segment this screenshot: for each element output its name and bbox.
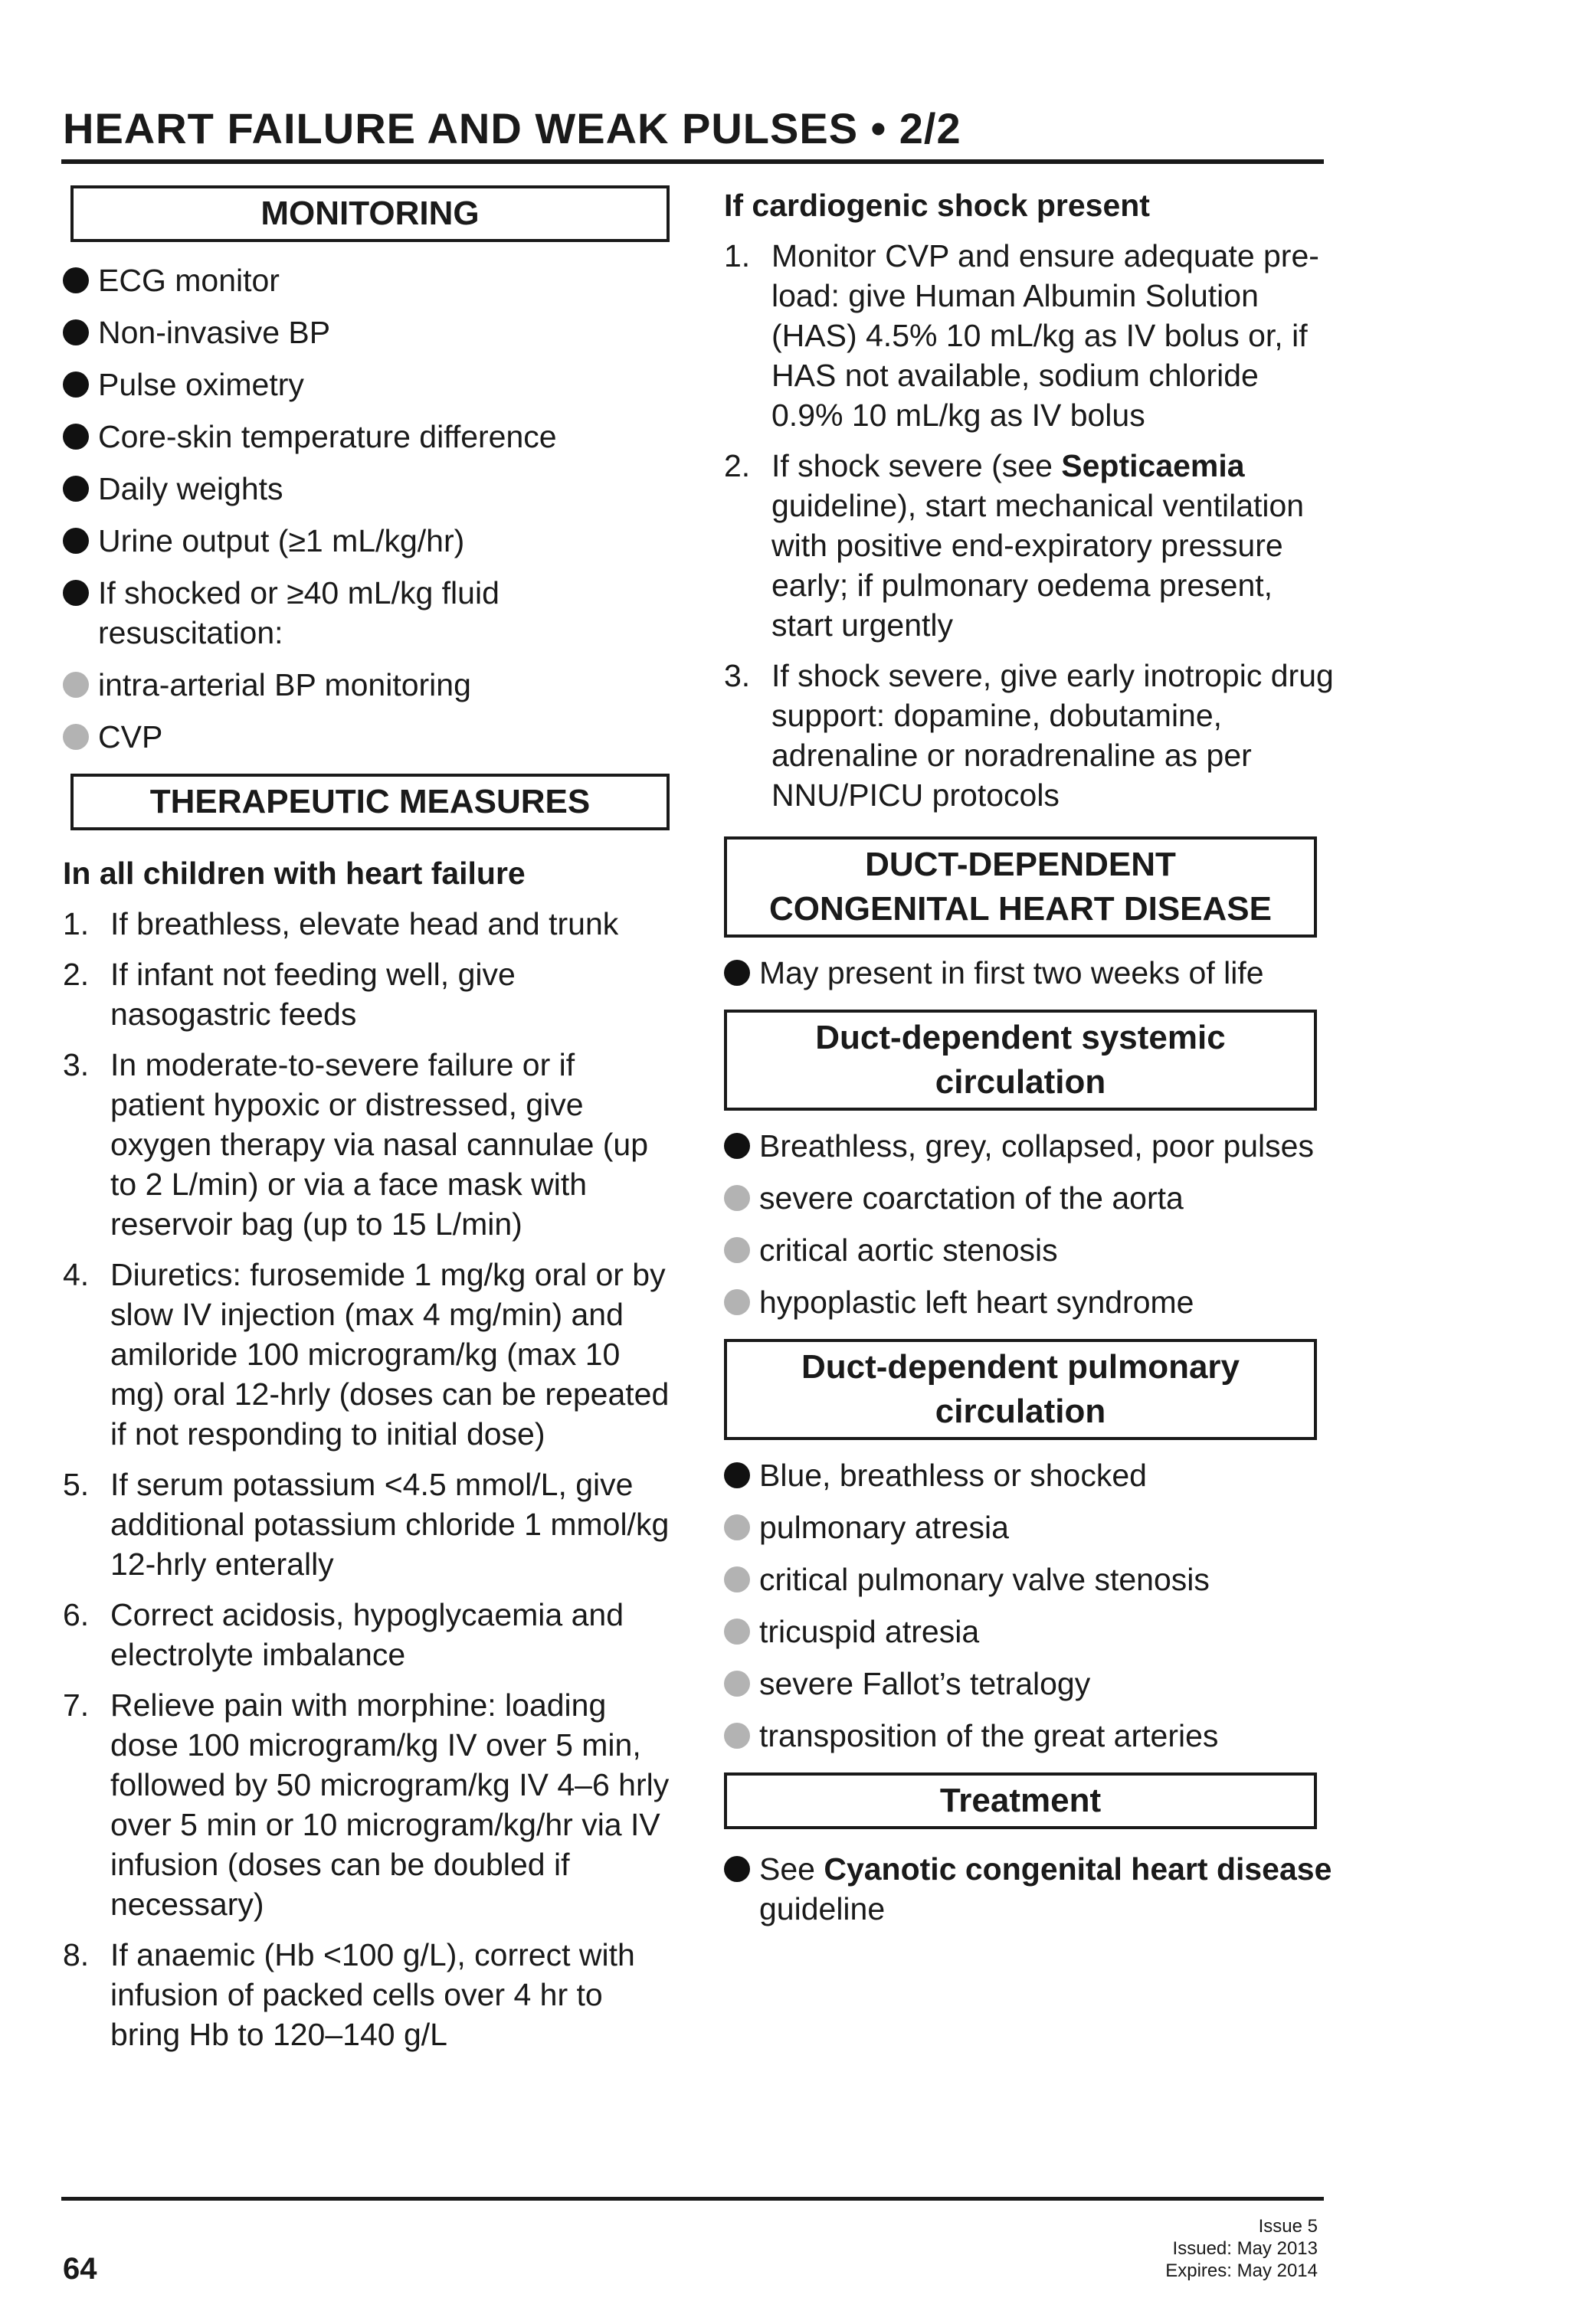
list-item — [63, 717, 676, 757]
right-column — [724, 185, 1337, 1929]
treatment-text-post: guideline — [759, 1891, 886, 1926]
bullet-dot-icon — [63, 528, 89, 554]
numbered-step — [63, 904, 676, 944]
treatment-heading: Treatment — [939, 1782, 1102, 1819]
list-item-text: tricuspid atresia — [759, 1614, 980, 1649]
step-text: If infant not feeding well, give nasogastric feeds — [110, 957, 516, 1032]
list-item — [63, 521, 676, 561]
numbered-step — [63, 954, 676, 1034]
step-text: Monitor CVP and ensure adequate pre-load: give Human Albumin Solution (HAS) 4.5% 10 mL/kg as IV bolus or, if HAS not available, sodium chloride 0.9% 10 mL/kg as IV bolus — [771, 238, 1319, 433]
list-item — [724, 1664, 1337, 1704]
therapeutic-heading: THERAPEUTIC MEASURES — [149, 783, 591, 820]
expires-date: Expires: May 2014 — [1165, 2260, 1318, 2281]
duct-list — [724, 953, 1337, 993]
therapeutic-heading-box — [70, 774, 670, 830]
step-text-pre: If shock severe (see — [771, 448, 1062, 483]
bullet-dot-icon — [63, 476, 89, 502]
list-item-text: severe coarctation of the aorta — [759, 1180, 1184, 1216]
list-item-text: critical pulmonary valve stenosis — [759, 1562, 1210, 1597]
step-text: If breathless, elevate head and trunk — [110, 906, 619, 941]
page-title: HEART FAILURE AND WEAK PULSES • 2/2 — [63, 104, 961, 152]
bullet-dot-icon — [724, 1856, 750, 1882]
list-item-text: Blue, breathless or shocked — [759, 1458, 1147, 1493]
numbered-step — [63, 1595, 676, 1674]
grey-bullet-icon — [724, 1289, 750, 1315]
list-item-text: hypoplastic left heart syndrome — [759, 1285, 1194, 1320]
numbered-step — [63, 1685, 676, 1924]
step-number: 7. — [63, 1687, 90, 1723]
grey-bullet-icon — [63, 672, 89, 698]
left-column — [63, 185, 676, 2054]
therapeutic-subheading: In all children with heart failure — [63, 856, 526, 891]
list-item-text: Core-skin temperature difference — [98, 419, 557, 454]
bullet-dot-icon — [724, 1133, 750, 1159]
pulmonary-heading-line1: Duct-dependent pulmonary — [801, 1348, 1240, 1386]
list-item-text: Pulse oximetry — [98, 367, 304, 402]
systemic-heading-line1: Duct-dependent systemic — [815, 1019, 1226, 1056]
numbered-step — [63, 1255, 676, 1454]
list-item — [724, 1716, 1337, 1756]
duct-dependent-heading-box — [724, 836, 1317, 938]
shock-steps-list — [724, 236, 1337, 815]
step-text: Diuretics: furosemide 1 mg/kg oral or by slow IV injection (max 4 mg/min) and amiloride 100 microgram/kg (max 10 mg) oral 12-hrly (doses can be repeated if not responding to initial dose) — [110, 1257, 670, 1452]
list-item — [63, 469, 676, 509]
numbered-step — [63, 1465, 676, 1584]
bullet-dot-icon — [63, 424, 89, 450]
list-item-text: ECG monitor — [98, 263, 280, 298]
list-item-text: critical aortic stenosis — [759, 1232, 1058, 1268]
treatment-heading-box — [724, 1772, 1317, 1829]
list-item — [724, 1126, 1337, 1166]
step-text: In moderate-to-severe failure or if patient hypoxic or distressed, give oxygen therapy via nasal cannulae (up to 2 L/min) or via a face mask with reservoir bag (up to 15 L/min) — [110, 1047, 649, 1242]
step-text: Correct acidosis, hypoglycaemia and electrolyte imbalance — [110, 1597, 624, 1672]
therapeutic-steps-list — [63, 904, 676, 2054]
list-item — [724, 1612, 1337, 1651]
list-item — [63, 573, 676, 653]
grey-bullet-icon — [724, 1237, 750, 1263]
list-item — [724, 953, 1337, 993]
step-number: 2. — [63, 957, 90, 992]
cyanotic-guideline-reference: Cyanotic congenital heart disease — [824, 1851, 1332, 1887]
list-item — [63, 313, 676, 352]
monitoring-heading-box — [70, 185, 670, 242]
shock-subheading: If cardiogenic shock present — [724, 188, 1150, 223]
numbered-step — [63, 1935, 676, 2054]
step-number: 6. — [63, 1597, 90, 1632]
systemic-heading-line2: circulation — [935, 1063, 1106, 1101]
systemic-heading-box — [724, 1010, 1317, 1111]
step-number: 1. — [724, 238, 751, 273]
step-text: If serum potassium <4.5 mmol/L, give additional potassium chloride 1 mmol/kg 12-hrly enterally — [110, 1467, 670, 1582]
step-number: 8. — [63, 1937, 90, 1972]
grey-bullet-icon — [724, 1671, 750, 1697]
shock-step — [724, 446, 1337, 645]
list-item — [724, 1230, 1337, 1270]
list-item — [724, 1455, 1337, 1495]
duct-heading-line1: DUCT-DEPENDENT — [865, 846, 1176, 883]
list-item-text: Non-invasive BP — [98, 315, 331, 350]
grey-bullet-icon — [63, 724, 89, 750]
pulmonary-heading-line2: circulation — [935, 1393, 1106, 1430]
bullet-dot-icon — [724, 960, 750, 986]
list-item-text: Breathless, grey, collapsed, poor pulses — [759, 1128, 1314, 1164]
list-item — [63, 417, 676, 457]
pulmonary-list — [724, 1455, 1337, 1756]
shock-step — [724, 236, 1337, 435]
list-item — [724, 1507, 1337, 1547]
step-number: 1. — [63, 906, 90, 941]
step-number: 2. — [724, 448, 751, 483]
systemic-list — [724, 1126, 1337, 1322]
monitoring-heading: MONITORING — [260, 195, 480, 232]
grey-bullet-icon — [724, 1514, 750, 1540]
list-item — [724, 1282, 1337, 1322]
grey-bullet-icon — [724, 1185, 750, 1211]
bullet-dot-icon — [63, 372, 89, 398]
list-item-text: Daily weights — [98, 471, 283, 506]
step-text-post: guideline), start mechanical ventilation with positive end-expiratory pressure early; if pulmonary oedema present, start urgently — [771, 488, 1305, 643]
numbered-step — [63, 1045, 676, 1244]
step-number: 3. — [63, 1047, 90, 1082]
footer-rule — [61, 2197, 1324, 2201]
step-text: If anaemic (Hb <100 g/L), correct with infusion of packed cells over 4 hr to bring Hb to 120–140 g/L — [110, 1937, 635, 2052]
bullet-dot-icon — [63, 267, 89, 293]
bullet-dot-icon — [724, 1462, 750, 1488]
list-item-text: May present in first two weeks of life — [759, 955, 1264, 990]
list-item-text: Urine output (≥1 mL/kg/hr) — [98, 523, 465, 558]
step-text: If shock severe, give early inotropic drug support: dopamine, dobutamine, adrenaline or noradrenaline as per NNU/PICU protocols — [771, 658, 1334, 813]
septicaemia-reference: Septicaemia — [1061, 448, 1245, 483]
issue-info — [1011, 2215, 1318, 2282]
issued-date: Issued: May 2013 — [1172, 2238, 1318, 2259]
list-item — [724, 1560, 1337, 1599]
list-item-text: CVP — [98, 719, 163, 754]
duct-heading-line2: CONGENITAL HEART DISEASE — [769, 890, 1272, 928]
page-number: 64 — [63, 2252, 97, 2286]
issue-number: Issue 5 — [1258, 2216, 1318, 2237]
list-item-text: intra-arterial BP monitoring — [98, 667, 471, 702]
list-item — [63, 260, 676, 300]
list-item-text: pulmonary atresia — [759, 1510, 1009, 1545]
list-item — [724, 1178, 1337, 1218]
monitoring-list — [63, 260, 676, 757]
grey-bullet-icon — [724, 1566, 750, 1592]
list-item — [63, 665, 676, 705]
bullet-dot-icon — [63, 319, 89, 345]
list-item-text: transposition of the great arteries — [759, 1718, 1219, 1753]
bullet-dot-icon — [63, 580, 89, 606]
pulmonary-heading-box — [724, 1339, 1317, 1440]
step-number: 4. — [63, 1257, 90, 1292]
shock-step — [724, 656, 1337, 815]
step-number: 3. — [724, 658, 751, 693]
treatment-item — [724, 1849, 1337, 1929]
header-rule — [61, 159, 1324, 164]
list-item-text: severe Fallot’s tetralogy — [759, 1666, 1091, 1701]
list-item — [63, 365, 676, 404]
grey-bullet-icon — [724, 1723, 750, 1749]
list-item-text: If shocked or ≥40 mL/kg fluid resuscitation: — [98, 575, 500, 650]
step-text: Relieve pain with morphine: loading dose 100 microgram/kg IV over 5 min, followed by 50 microgram/kg IV 4–6 hrly over 5 min or 10 microgram/kg/hr via IV infusion (doses can be doubled if necessary) — [110, 1687, 670, 1922]
step-number: 5. — [63, 1467, 90, 1502]
treatment-text-pre: See — [759, 1851, 824, 1887]
grey-bullet-icon — [724, 1619, 750, 1645]
